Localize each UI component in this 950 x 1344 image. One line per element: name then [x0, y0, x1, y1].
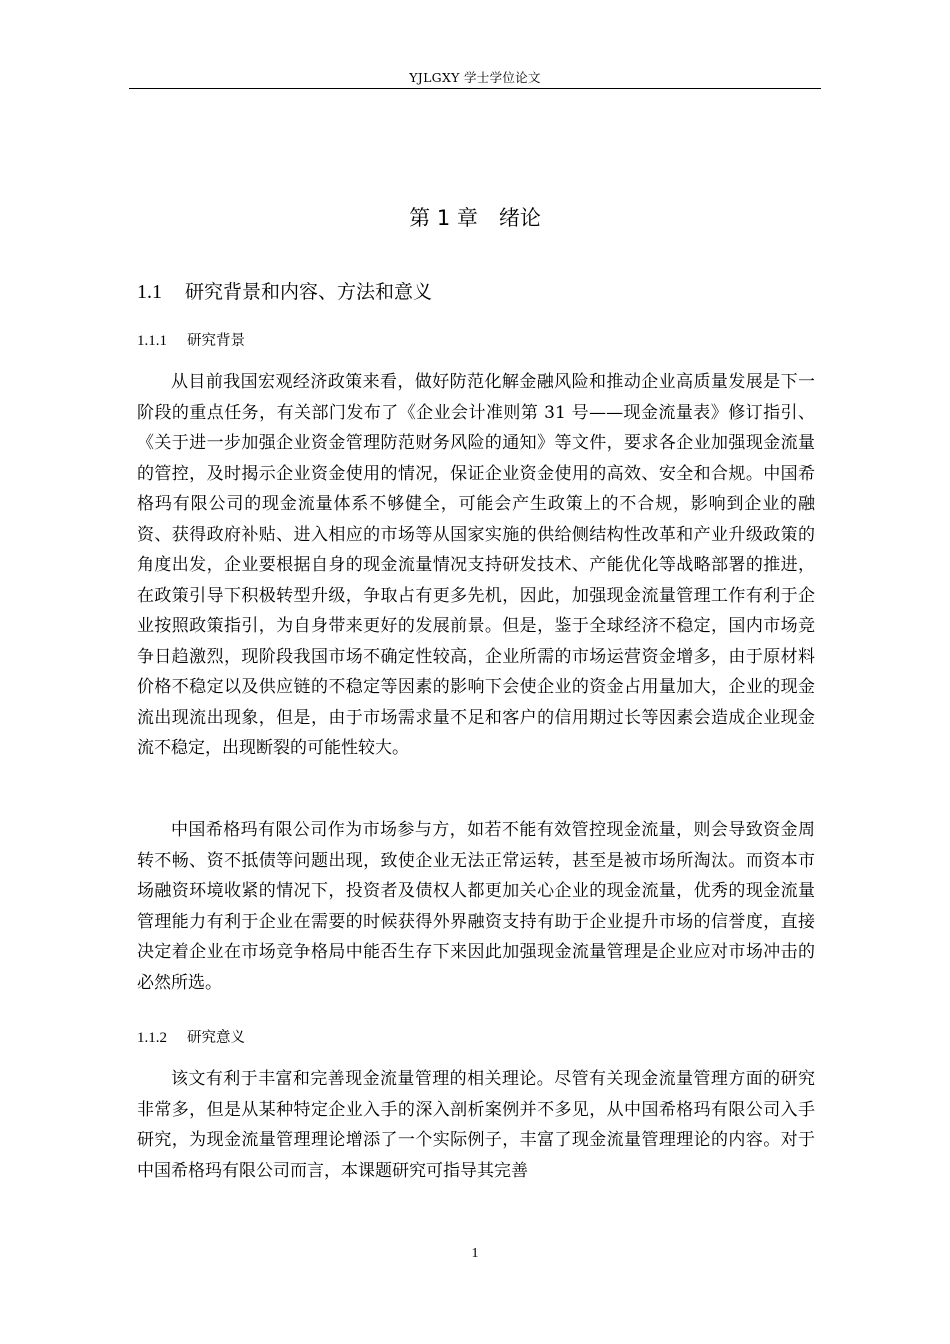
- subsection-heading-background: [137, 329, 245, 350]
- subsection-title: 研究意义: [187, 1030, 245, 1046]
- section-number: 1.1: [137, 281, 162, 303]
- running-header: YJLGXY 学士学位论文: [409, 70, 541, 85]
- body-paragraph: 从目前我国宏观经济政策来看，做好防范化解金融风险和推动企业高质量发展是下一阶段的重点任务，有关部门发布了《企业会计准则第 31 号——现金流量表》修订指引、《关于进一步加强企业资金管理防范财务风险的通知》等文件，要求各企业加强现金流量的管控，及时揭示企业资金使用的情况，保证企业资金使用的高效、安全和合规。中国希格玛有限公司的现金流量体系不够健全，可能会产生政策上的不合规，影响到企业的融资、获得政府补贴、进入相应的市场等从国家实施的供给侧结构性改革和产业升级政策的角度出发，企业要根据自身的现金流量情况支持研发技术、产能优化等战略部署的推进，在政策引导下积极转型升级，争取占有更多先机，因此，加强现金流量管理工作有利于企业按照政策指引，为自身带来更好的发展前景。但是，鉴于全球经济不稳定，国内市场竞争日趋激烈，现阶段我国市场不确定性较高，企业所需的市场运营资金增多，由于原材料价格不稳定以及供应链的不稳定等因素的影响下会使企业的资金占用量加大，企业的现金流出现流出现象，但是，由于市场需求量不足和客户的信用期过长等因素会造成企业现金流不稳定，出现断裂的可能性较大。: [137, 372, 815, 758]
- subsection-number: 1.1.1: [137, 333, 167, 349]
- section-title: 研究背景和内容、方法和意义: [185, 281, 433, 303]
- chapter-title: 第 1 章 绪论: [409, 206, 541, 230]
- body-paragraph: 中国希格玛有限公司作为市场参与方，如若不能有效管控现金流量，则会导致资金周转不畅、资不抵债等问题出现，致使企业无法正常运转，甚至是被市场所淘汰。而资本市场融资环境收紧的情况下，投资者及债权人都更加关心企业的现金流量，优秀的现金流量管理能力有利于企业在需要的时候获得外界融资支持有助于企业提升市场的信誉度，直接决定着企业在市场竞争格局中能否生存下来因此加强现金流量管理是企业应对市场冲击的必然所选。: [137, 820, 815, 993]
- header-rule: [129, 88, 821, 89]
- subsection-heading-significance: [137, 1026, 245, 1047]
- subsection-title: 研究背景: [187, 333, 245, 349]
- body-paragraph: 该文有利于丰富和完善现金流量管理的相关理论。尽管有关现金流量管理方面的研究非常多，但是从某种特定企业入手的深入剖析案例并不多见，从中国希格玛有限公司入手研究，为现金流量管理理论增添了一个实际例子，丰富了现金流量管理理论的内容。对于中国希格玛有限公司而言，本课题研究可指导其完善: [137, 1069, 815, 1181]
- page-number: 1: [471, 1246, 479, 1261]
- subsection-number: 1.1.2: [137, 1030, 167, 1046]
- section-heading: [137, 277, 432, 304]
